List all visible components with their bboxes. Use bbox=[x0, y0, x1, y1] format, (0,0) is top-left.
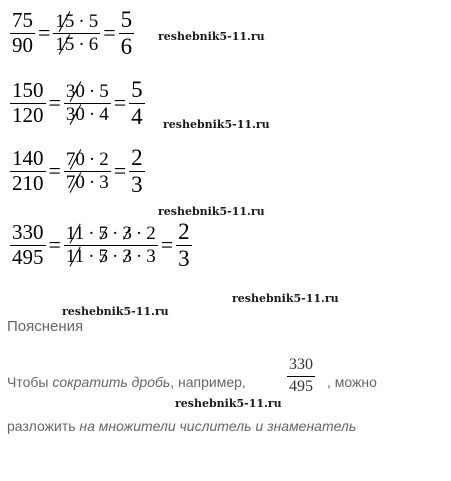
equals-sign: = bbox=[103, 20, 116, 45]
cancelled-factor: 3 bbox=[122, 223, 132, 244]
fraction-factored: $\frac{70 \cdot 2}{70 \cdot 3}$ bbox=[65, 149, 109, 193]
explanation-line-1: Чтобы сократить дробь, например, bbox=[7, 374, 246, 390]
cancelled-factor: 15 bbox=[55, 11, 75, 32]
equation-3 bbox=[10, 145, 145, 197]
fraction-result: $\frac{2}{3}$ bbox=[178, 219, 190, 271]
fraction-original: $\frac{330}{495}$ bbox=[12, 220, 44, 269]
equals-sign: = bbox=[38, 20, 51, 45]
equals-sign: = bbox=[48, 158, 61, 183]
fraction-result: $\frac{2}{3}$ bbox=[131, 145, 143, 197]
cancelled-factor: 30 bbox=[65, 104, 85, 125]
fraction-original: $\frac{140}{210}$ bbox=[12, 146, 44, 195]
fraction-result: $\frac{5}{6}$ bbox=[120, 7, 133, 59]
explanation-heading: Пояснения bbox=[7, 318, 84, 335]
equation-1 bbox=[10, 7, 134, 59]
cancelled-factor: 5 bbox=[98, 246, 109, 267]
cancelled-factor: 30 bbox=[65, 81, 85, 102]
watermark: reshebnik5-11.ru bbox=[163, 118, 270, 131]
fraction-factored: $\frac{15 \cdot 5}{15 \cdot 6}$ bbox=[55, 11, 99, 55]
watermark: reshebnik5-11.ru bbox=[62, 305, 169, 318]
equals-sign: = bbox=[113, 90, 127, 115]
cancelled-factor: 70 bbox=[65, 172, 85, 193]
explanation-line-1-end: , можно bbox=[327, 374, 377, 390]
watermark: reshebnik5-11.ru bbox=[158, 30, 265, 43]
watermark: reshebnik5-11.ru bbox=[175, 397, 282, 410]
equals-sign: = bbox=[48, 232, 61, 257]
equals-sign: = bbox=[160, 232, 174, 257]
cancelled-factor: 5 bbox=[98, 223, 109, 244]
cancelled-factor: 11 bbox=[65, 223, 85, 244]
watermark: reshebnik5-11.ru bbox=[158, 205, 265, 218]
equation-2 bbox=[10, 77, 145, 129]
explanation-line-2: разложить на множители числитель и знаменатель bbox=[7, 418, 357, 434]
fraction-original: $\frac{75}{90}$ bbox=[12, 8, 33, 57]
cancelled-factor: 11 bbox=[65, 246, 85, 267]
watermark: reshebnik5-11.ru bbox=[232, 292, 339, 305]
cancelled-factor: 15 bbox=[55, 34, 75, 55]
fraction-factored: $\frac{11 \cdot 5 \cdot 3 \cdot 2}{11 \cdot 5 \cdot 3 \cdot 3}$ bbox=[65, 223, 156, 267]
equals-sign: = bbox=[48, 90, 61, 115]
cancelled-factor: 3 bbox=[122, 246, 132, 267]
fraction-original: $\frac{150}{120}$ bbox=[12, 78, 44, 127]
equals-sign: = bbox=[113, 158, 127, 183]
equation-4 bbox=[10, 219, 192, 271]
example-fraction: 330 495 bbox=[289, 356, 313, 395]
fraction-result: $\frac{5}{4}$ bbox=[131, 77, 143, 129]
cancelled-factor: 70 bbox=[65, 149, 85, 170]
fraction-factored: $\frac{30 \cdot 5}{30 \cdot 4}$ bbox=[65, 81, 109, 125]
